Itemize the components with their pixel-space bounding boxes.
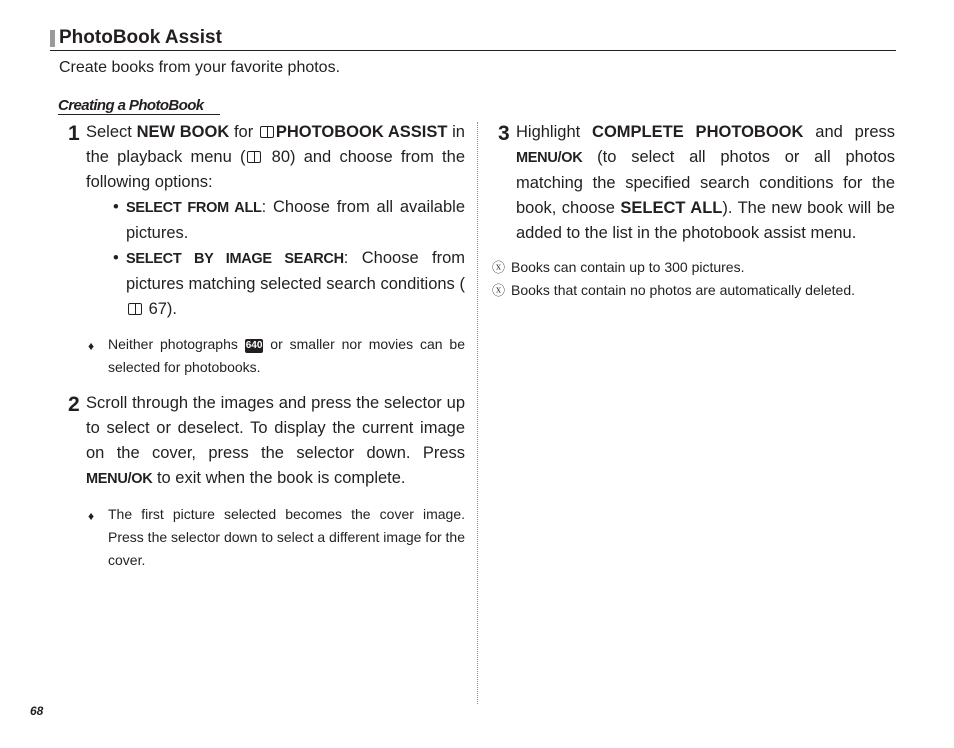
column-divider [477, 122, 478, 704]
menu-item-select-all: SELECT ALL [620, 199, 723, 217]
tag-icon: ♦ [88, 509, 95, 523]
step-text: Scroll through the images and press the selector up to select or deselect. To display the current image on the cover, press the selector down. Press [86, 394, 465, 462]
step-number: 3 [498, 122, 509, 145]
step-number: 2 [68, 393, 79, 416]
page-number: 68 [30, 704, 44, 718]
note [58, 333, 465, 379]
intro-text: Create books from your favorite photos. [59, 59, 341, 76]
menu-ok-key: MENU/OK [86, 471, 153, 487]
note-text: Neither photographs [108, 336, 245, 352]
option-list [86, 195, 465, 322]
step-2 [58, 391, 465, 492]
caution-icon: ⓧ [492, 260, 506, 275]
step-text: Select [86, 123, 137, 141]
caution-text: Books can contain up to 300 pictures. [511, 259, 745, 275]
spacer [492, 246, 895, 256]
image-size-badge: 640 [245, 340, 263, 351]
note-text: The first picture selected becomes the cover image. Press the selector down to select a different image for the cover. [108, 506, 465, 568]
step-3 [492, 120, 895, 246]
step-number: 1 [68, 122, 79, 145]
step-text: and press [803, 123, 895, 141]
option-key: SELECT FROM ALL [126, 200, 262, 216]
book-icon [128, 303, 142, 315]
page-title: PhotoBook Assist [59, 27, 222, 48]
caution-note [492, 279, 895, 302]
menu-item-complete-photobook: COMPLETE PHOTOBOOK [592, 123, 804, 141]
note-text: or smaller nor movies can be selected for photobooks. [108, 336, 465, 375]
list-item [126, 246, 465, 322]
page-header [50, 27, 896, 51]
tag-icon: ♦ [88, 339, 95, 353]
option-text: : Choose from pictures matching selected search conditions ( [126, 249, 466, 293]
left-column [58, 120, 465, 572]
spacer [58, 379, 465, 391]
book-icon [260, 126, 274, 138]
step-text: Highlight [516, 123, 593, 141]
step-1 [58, 120, 465, 322]
option-key: SELECT BY IMAGE SEARCH [126, 251, 344, 267]
caution-note [492, 256, 895, 279]
step-text: for [229, 123, 258, 141]
step-text: ). The new book will be added to the list in the photobook assist menu. [516, 199, 895, 242]
step-text: to exit when the book is complete. [152, 469, 406, 487]
step-text: (to select all photos or all photos matching the specified search conditions for the book, choose [516, 148, 895, 217]
option-text: : Choose from all available pictures. [126, 198, 466, 242]
header-accent-bar [50, 30, 55, 47]
right-column [492, 120, 895, 302]
page-reference: 67). [144, 300, 178, 318]
step-text: in the playback menu ( [86, 123, 465, 166]
list-item [126, 195, 465, 246]
book-icon [247, 151, 261, 163]
page-reference: 80) and choose from the following options: [86, 148, 465, 191]
menu-ok-key: MENU/OK [516, 150, 583, 166]
caution-icon: ⓧ [492, 283, 506, 298]
section-heading: Creating a PhotoBook [58, 97, 220, 115]
note [58, 503, 465, 572]
caution-text: Books that contain no photos are automatically deleted. [511, 282, 855, 298]
menu-item-new-book: NEW BOOK [136, 123, 230, 141]
menu-item-photobook-assist: PHOTOBOOK ASSIST [275, 123, 448, 141]
